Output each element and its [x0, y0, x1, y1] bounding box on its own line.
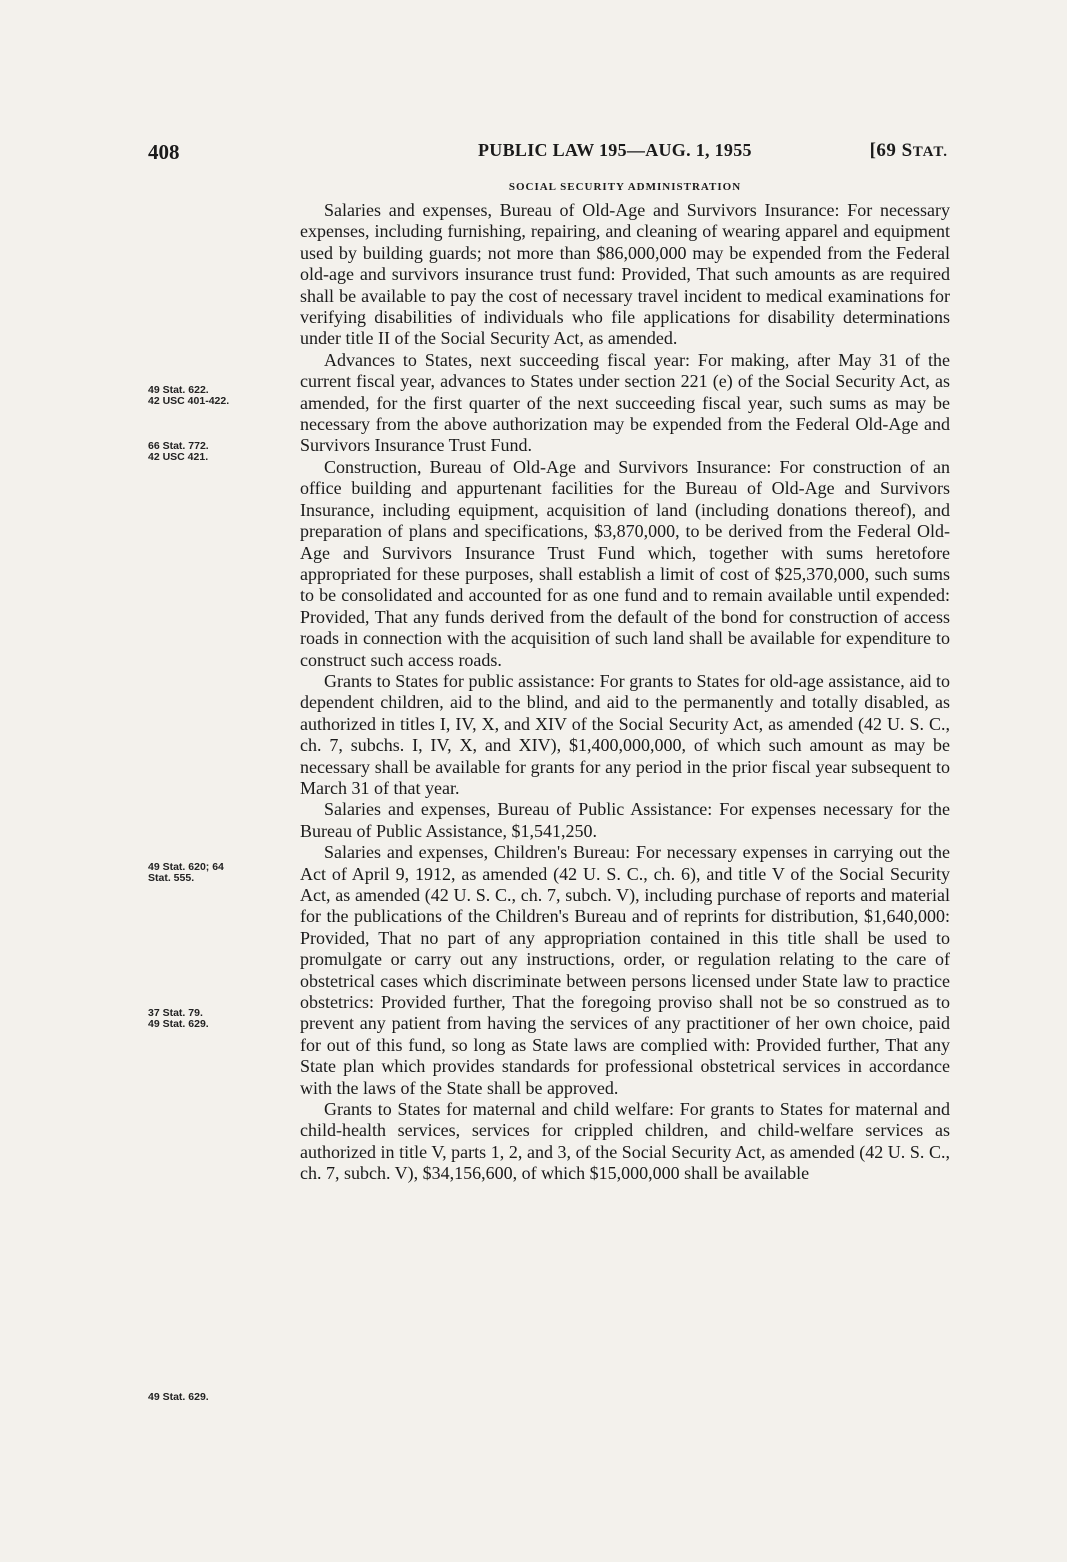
volume-citation — [870, 140, 948, 162]
margin-citation: 66 Stat. 772. 42 USC 421. — [148, 440, 209, 463]
paragraph: Salaries and expenses, Children's Bureau: For necessary expenses in carrying out the Act of April 9, 1912, as amended (42 U. S. C., ch. 6), and title V of the Social Security Act, as amended (42 U. S. C., ch. 7, subch. V), including purchase of reports and material for the publications of the Children's Bureau and of reprints for distribution, $1,640,000: Provided, That no part of any appropriation contained in this title shall be used to promulgate or carry out any instructions, order, or regulation relating to the care of obstetrical cases which discriminate between persons licensed under State law to practice obstetrics: Provided further, That the foregoing proviso shall not be so construed as to prevent any patient from having the services of any practitioner of her own choice, paid for out of this fund, so long as State laws are complied with: Provided further, That any State plan which provides standards for professional obstetrical services in accordance with the laws of the State shall be approved. — [300, 842, 950, 1098]
paragraph: Salaries and expenses, Bureau of Public Assistance: For expenses necessary for the Bureau of Public Assistance, $1,541,250. — [300, 799, 950, 841]
margin-citation: 49 Stat. 629. — [148, 1391, 209, 1403]
volume-prefix: [69 S — [869, 140, 913, 161]
running-title: PUBLIC LAW 195—AUG. 1, 1955 — [478, 140, 752, 160]
paragraph: Grants to States for maternal and child welfare: For grants to States for maternal and child-health services, services for crippled children, and child-welfare services as authorized in title V, parts 1, 2, and 3, of the Social Security Act, as amended (42 U. S. C., ch. 7, subch. V), $34,156,600, of which $15,000,000 shall be available — [300, 1099, 950, 1184]
margin-citation: 49 Stat. 622. 42 USC 401-422. — [148, 384, 230, 407]
section-title: SOCIAL SECURITY ADMINISTRATION — [508, 181, 742, 193]
page-header — [148, 140, 948, 168]
paragraph: Grants to States for public assistance: For grants to States for old-age assistance, aid to dependent children, aid to the blind, and aid to the permanently and totally disabled, as authorized in titles I, IV, X, and XIV of the Social Security Act, as amended (42 U. S. C., ch. 7, subchs. I, IV, X, and XIV), $1,400,000,000, of which such amount as may be necessary shall be available for grants for any period in the prior fiscal year subsequent to March 31 of that year. — [300, 670, 950, 798]
paragraph: Salaries and expenses, Bureau of Old-Age and Survivors Insurance: For necessary expenses, including furnishing, repairing, and cleaning of wearing apparel and equipment used by building guards; not more than $86,000,000 may be expended from the Federal old-age and survivors insurance trust fund: Provided, That such amounts as are required shall be available to pay the cost of necessary travel incident to medical examinations for verifying disabilities of individuals who file applications for disability determinations under title II of the Social Security Act, as amended. — [300, 200, 950, 349]
paragraph: Advances to States, next succeeding fiscal year: For making, after May 31 of the current fiscal year, advances to States under section 221 (e) of the Social Security Act, as amended, for the first quarter of the next succeeding fiscal year, such sums as may be necessary from the above authorization may be expended from the Federal Old-Age and Survivors Insurance Trust Fund. — [300, 349, 950, 456]
page-number: 408 — [148, 140, 180, 164]
paragraph: Construction, Bureau of Old-Age and Survivors Insurance: For construction of an office building and appurtenant facilities for the Bureau of Old-Age and Survivors Insurance, including equipment, acquisition of land (including donations thereof), and preparation of plans and specifications, $3,870,000, to be derived from the Federal Old-Age and Survivors Insurance Trust Fund which, together with sums heretofore appropriated for these purposes, shall establish a limit of cost of $25,370,000, such sums to be consolidated and accounted for as one fund and to remain available until expended: Provided, That any funds derived from the default of the bond for construction of access roads in connection with the acquisition of such land shall be available for expenditure to construct such access roads. — [300, 456, 950, 670]
margin-citation: 49 Stat. 620; 64 Stat. 555. — [148, 861, 224, 884]
margin-citation: 37 Stat. 79. 49 Stat. 629. — [148, 1007, 209, 1030]
volume-suffix: TAT. — [912, 144, 948, 160]
body-text — [300, 200, 950, 1185]
